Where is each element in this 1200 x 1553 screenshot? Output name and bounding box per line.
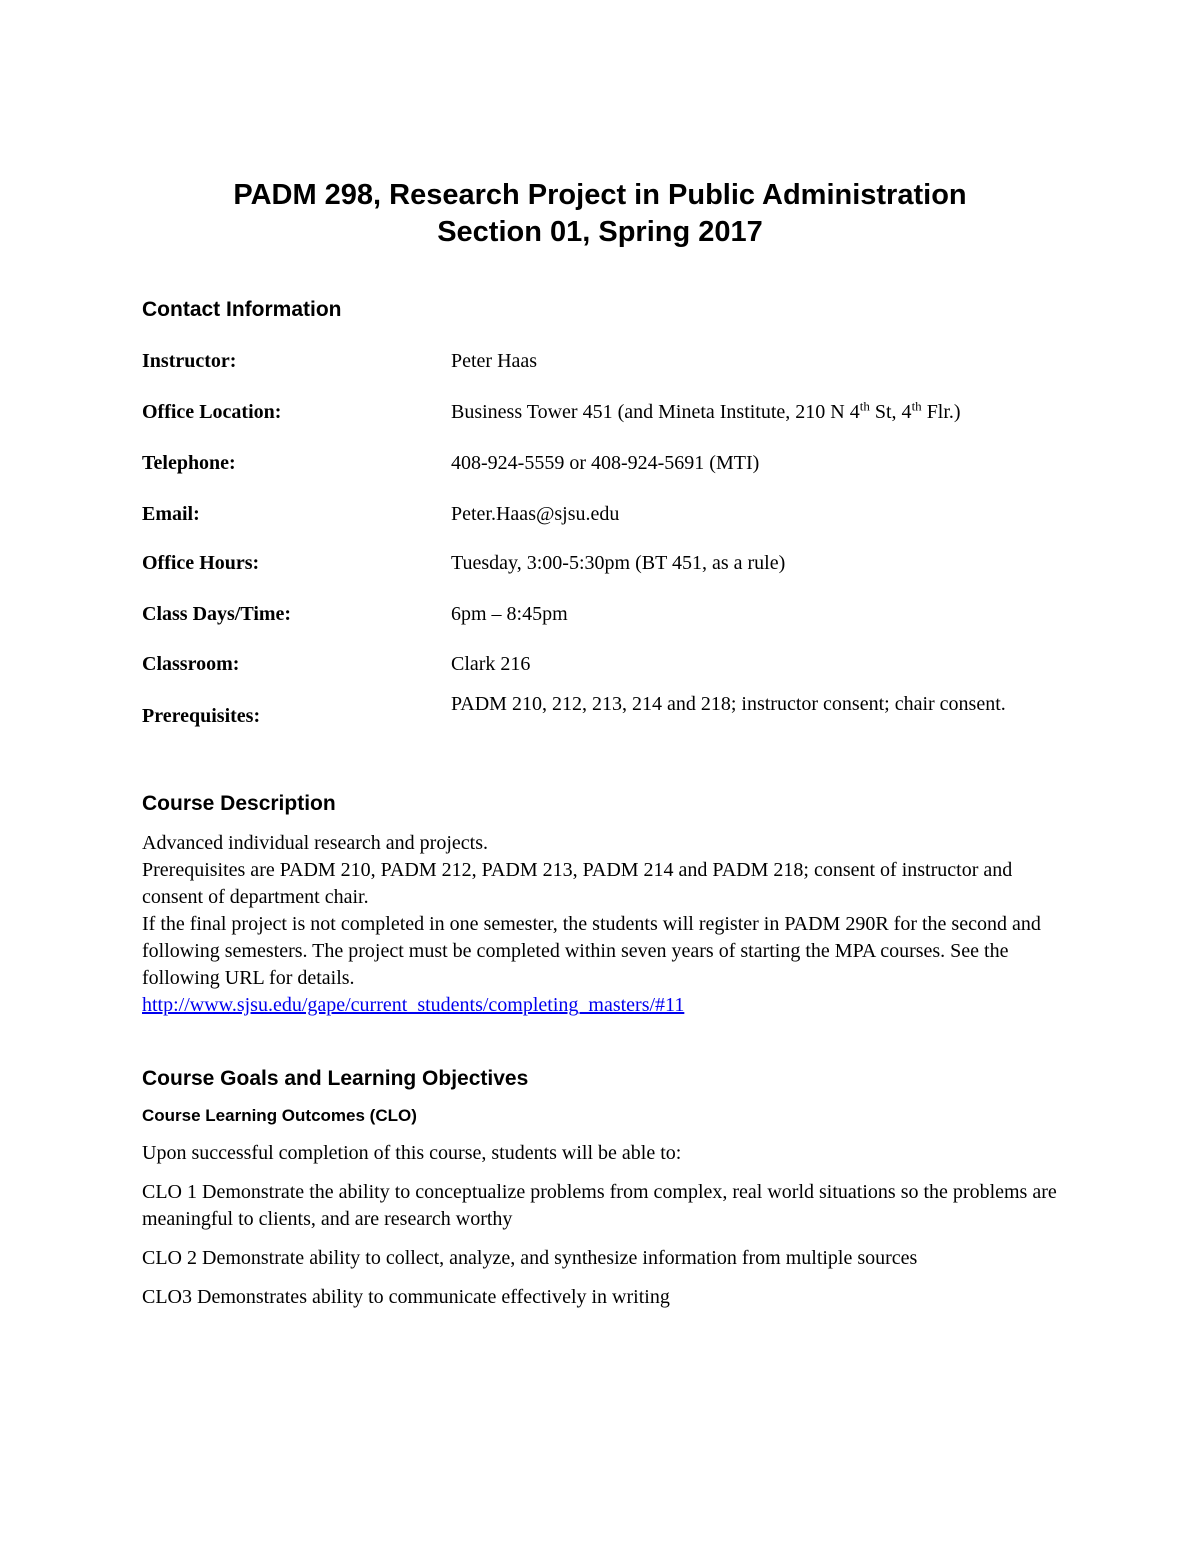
- clo-3: CLO3 Demonstrates ability to communicate effectively in writing: [142, 1286, 670, 1308]
- course-description-line3: If the final project is not completed in one semester, the students will register in PADM 290R for the second and following semesters. The project must be completed within seven years of starting the MPA courses. See the following URL for details.: [142, 913, 1041, 989]
- office-location-part2: St, 4: [869, 401, 912, 423]
- office-location-sup2: th: [911, 398, 922, 414]
- course-description-line2: Prerequisites are PADM 210, PADM 212, PADM 213, PADM 214 and PADM 218; consent of instructor and consent of department chair.: [142, 859, 1013, 908]
- office-hours-label: Office Hours:: [142, 552, 260, 574]
- email-label: Email:: [142, 503, 200, 525]
- office-hours-value: Tuesday, 3:00-5:30pm (BT 451, as a rule): [451, 552, 786, 574]
- document-title: PADM 298, Research Project in Public Administration: [233, 179, 967, 211]
- document-subtitle: Section 01, Spring 2017: [437, 216, 763, 248]
- clo-intro: Upon successful completion of this course, students will be able to:: [142, 1142, 682, 1164]
- course-description-body: [142, 830, 1072, 1019]
- instructor-label: Instructor:: [142, 350, 237, 372]
- office-location-sup1: th: [859, 398, 870, 414]
- email-value: Peter.Haas@sjsu.edu: [451, 503, 620, 525]
- class-days-value: 6pm – 8:45pm: [451, 603, 568, 625]
- clo-2: CLO 2 Demonstrate ability to collect, analyze, and synthesize information from multiple sources: [142, 1247, 918, 1269]
- clo-subheading: Course Learning Outcomes (CLO): [142, 1106, 417, 1125]
- office-location-part3: Flr.): [921, 401, 961, 423]
- office-location-label: Office Location:: [142, 401, 282, 423]
- prerequisites-value: PADM 210, 212, 213, 214 and 218; instructor consent; chair consent.: [451, 693, 1006, 715]
- completing-masters-link[interactable]: http://www.sjsu.edu/gape/current_students/completing_masters/#11: [142, 994, 685, 1016]
- classroom-label: Classroom:: [142, 653, 240, 675]
- instructor-value: Peter Haas: [451, 350, 538, 372]
- office-location-part1: Business Tower 451 (and Mineta Institute, 210 N 4: [451, 401, 860, 423]
- clo-1: CLO 1 Demonstrate the ability to conceptualize problems from complex, real world situations so the problems are meaningful to clients, and are research worthy: [142, 1181, 1057, 1230]
- class-days-label: Class Days/Time:: [142, 603, 292, 625]
- course-goals-heading: Course Goals and Learning Objectives: [142, 1067, 529, 1090]
- classroom-value: Clark 216: [451, 653, 531, 675]
- course-description-heading: Course Description: [142, 792, 336, 815]
- telephone-value: 408-924-5559 or 408-924-5691 (MTI): [451, 452, 760, 474]
- telephone-label: Telephone:: [142, 452, 236, 474]
- contact-information-heading: Contact Information: [142, 298, 342, 321]
- prerequisites-label: Prerequisites:: [142, 705, 261, 727]
- course-description-line1: Advanced individual research and projects.: [142, 832, 488, 854]
- office-location-value: [451, 399, 1071, 426]
